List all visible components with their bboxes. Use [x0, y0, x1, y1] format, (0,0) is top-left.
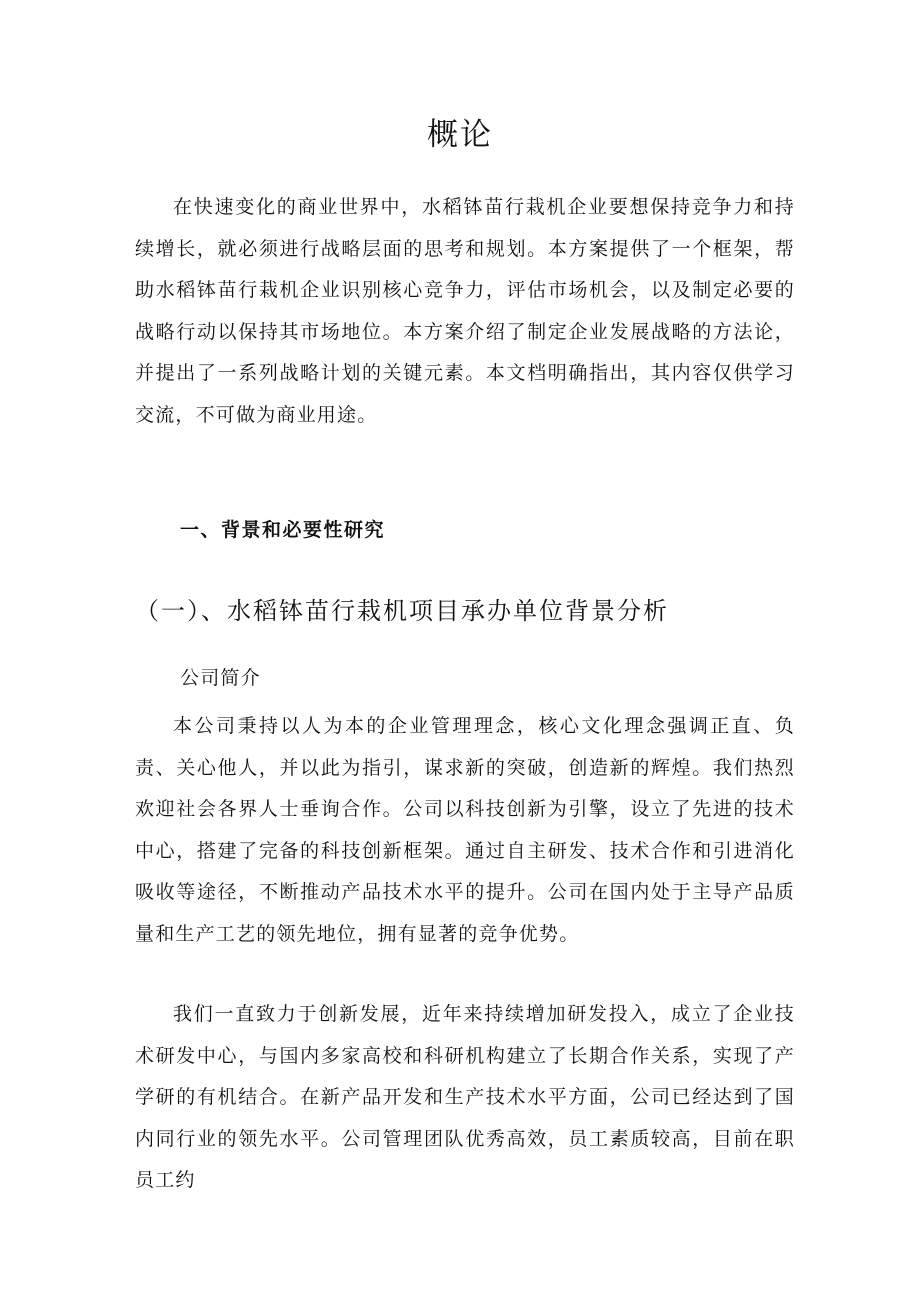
company-paragraph-2: 我们一直致力于创新发展，近年来持续增加研发投入，成立了企业技术研发中心，与国内多家高校和科研机构建立了长期合作关系，实现了产学研的有机结合。在新产品开发和生产技术水平方面，公司已经达到了国内同行业的领先水平。公司管理团队优秀高效，员工素质较高，目前在职员工约: [135, 1003, 795, 1191]
intro-paragraph: 在快速变化的商业世界中，水稻钵苗行栽机企业要想保持竞争力和持续增长，就必须进行战略层面的思考和规划。本方案提供了一个框架，帮助水稻钵苗行栽机企业识别核心竞争力，评估市场机会，以及制定必要的战略行动以保持其市场地位。本方案介绍了制定企业发展战略的方法论，并提出了一系列战略计划的关键元素。本文档明确指出，其内容仅供学习交流，不可做为商业用途。: [135, 196, 795, 426]
section-heading: 一、背景和必要性研究: [180, 519, 386, 541]
subsection-heading: （一）、水稻钵苗行栽机项目承办单位背景分析: [135, 597, 669, 625]
company-paragraph-1: 本公司秉持以人为本的企业管理理念，核心文化理念强调正直、负责、关心他人，并以此为指引，谋求新的突破，创造新的辉煌。我们热烈欢迎社会各界人士垂询合作。公司以科技创新为引擎，设立了先进的技术中心，搭建了完备的科技创新框架。通过自主研发、技术合作和引进消化吸收等途径，不断推动产品技术水平的提升。公司在国内处于主导产品质量和生产工艺的领先地位，拥有显著的竞争优势。: [135, 715, 795, 945]
document-title: 概论: [427, 117, 493, 153]
company-intro-label: 公司简介: [180, 667, 261, 689]
